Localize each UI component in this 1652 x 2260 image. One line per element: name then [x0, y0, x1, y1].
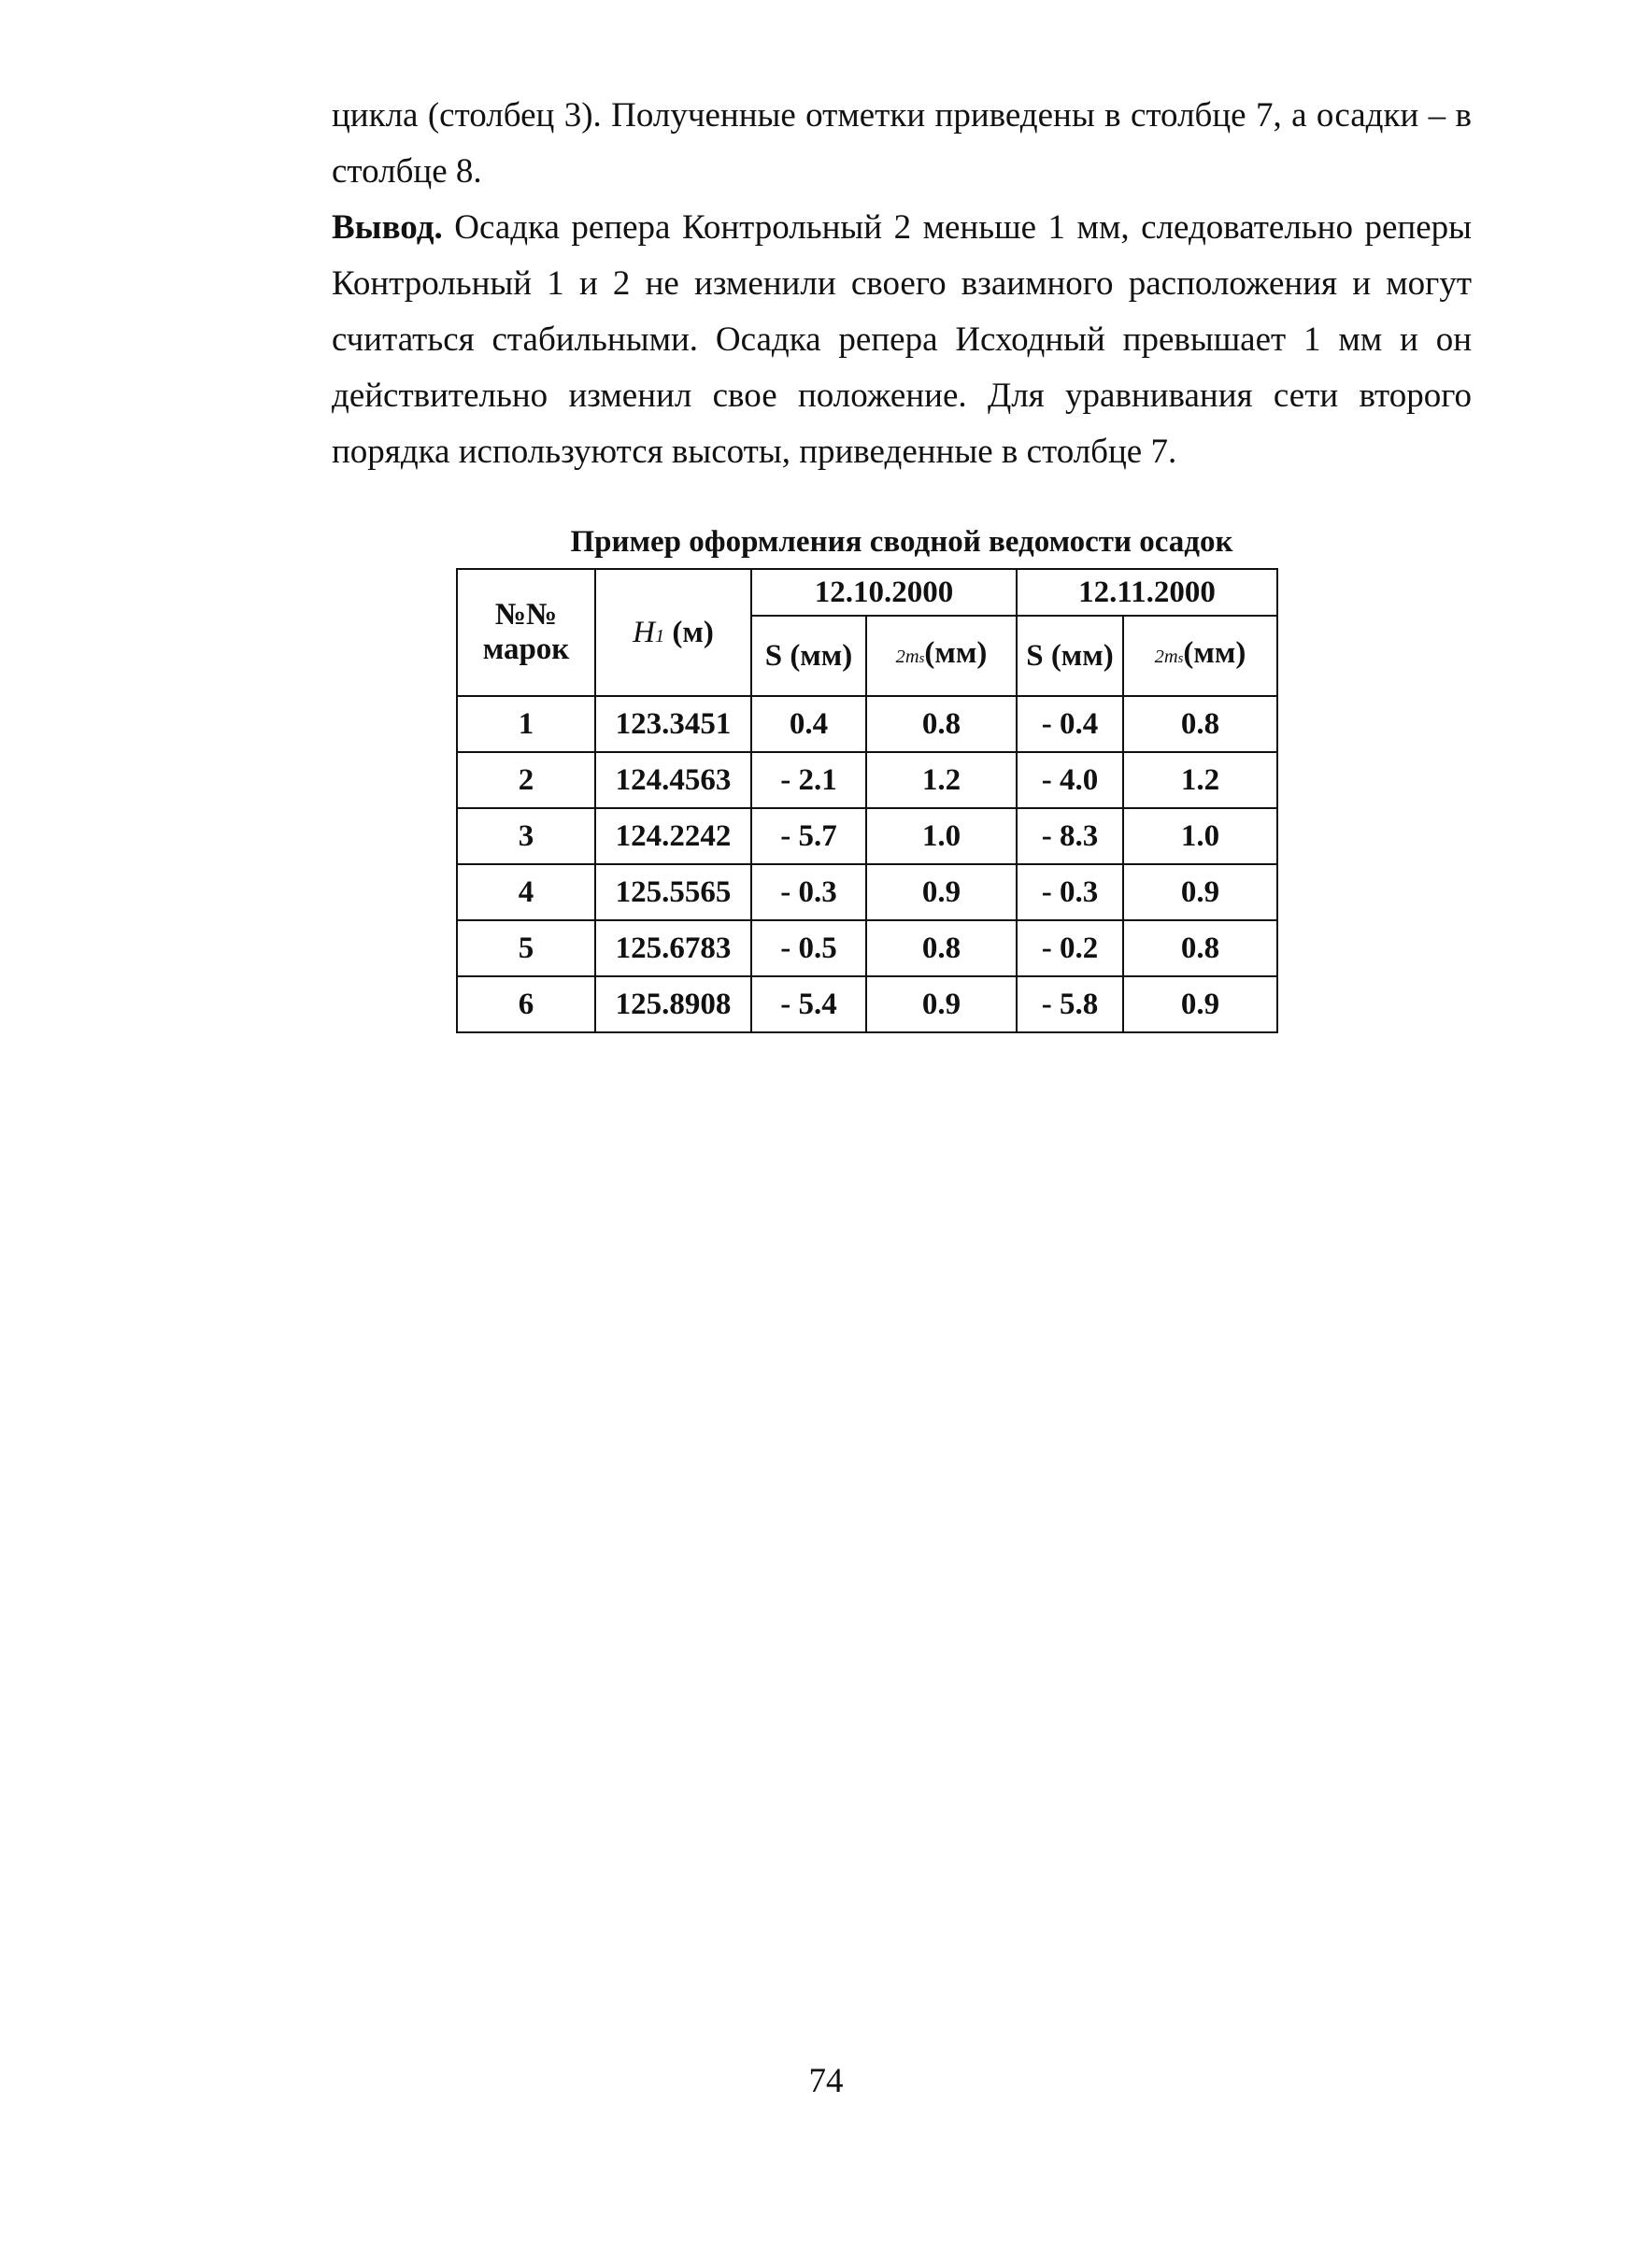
table-row	[457, 696, 1277, 752]
cell-height: 125.6783	[595, 920, 751, 976]
cell-mark: 2	[457, 752, 595, 808]
cell-mark: 3	[457, 808, 595, 864]
cell-s-2: - 0.2	[1017, 920, 1123, 976]
cell-height: 125.8908	[595, 976, 751, 1032]
cell-height: 125.5565	[595, 864, 751, 920]
cell-s-1: - 5.7	[751, 808, 866, 864]
header-ms-2	[1123, 616, 1277, 696]
cell-mark: 1	[457, 696, 595, 752]
table-caption: Пример оформления сводной ведомости осадок	[570, 525, 1233, 559]
cell-mark: 4	[457, 864, 595, 920]
header-ms-2-unit: (мм)	[1183, 636, 1246, 670]
page-number: 74	[808, 2062, 844, 2100]
cell-ms-1: 0.9	[866, 864, 1017, 920]
header-ms-2-sub: s	[1177, 651, 1184, 666]
header-s-1: S (мм)	[751, 616, 866, 696]
cell-ms-2: 1.2	[1123, 752, 1277, 808]
cell-mark: 6	[457, 976, 595, 1032]
cell-ms-2: 1.0	[1123, 808, 1277, 864]
header-ms-1-sub: s	[919, 651, 925, 666]
table-row	[457, 808, 1277, 864]
settlement-table	[456, 568, 1278, 1033]
header-height-unit: (м)	[672, 615, 714, 649]
conclusion-lead: Вывод.	[332, 208, 443, 247]
conclusion-body: Осадка репера Контрольный 2 меньше 1 мм, следовательно реперы Контрольный 1 и 2 не изменили своего взаимного расположения и могут считаться стабильными. Осадка репера Исходный превышает 1 мм и он действительно изменил свое положение. Для уравнивания сети второго порядка используются высоты, приведенные в столбце 7.	[332, 208, 1472, 471]
cell-s-2: - 0.4	[1017, 696, 1123, 752]
cell-s-1: - 0.5	[751, 920, 866, 976]
table-row	[457, 976, 1277, 1032]
cell-mark: 5	[457, 920, 595, 976]
header-height-symbol: H	[633, 615, 655, 649]
table-row	[457, 920, 1277, 976]
cell-s-1: 0.4	[751, 696, 866, 752]
header-ms-1	[866, 616, 1017, 696]
header-ms-2-prefix: 2m	[1154, 647, 1178, 667]
paragraph-conclusion	[332, 200, 1472, 480]
cell-s-1: - 5.4	[751, 976, 866, 1032]
cell-ms-2: 0.8	[1123, 696, 1277, 752]
cell-s-2: - 8.3	[1017, 808, 1123, 864]
cell-ms-2: 0.8	[1123, 920, 1277, 976]
cell-ms-1: 0.9	[866, 976, 1017, 1032]
cell-ms-1: 1.0	[866, 808, 1017, 864]
table-body	[457, 696, 1277, 1032]
cell-ms-1: 0.8	[866, 920, 1017, 976]
cell-s-2: - 4.0	[1017, 752, 1123, 808]
cell-s-2: - 5.8	[1017, 976, 1123, 1032]
header-height	[595, 569, 751, 696]
cell-ms-1: 1.2	[866, 752, 1017, 808]
table-row	[457, 864, 1277, 920]
cell-height: 123.3451	[595, 696, 751, 752]
header-date-1: 12.10.2000	[751, 569, 1017, 616]
header-ms-1-unit: (мм)	[924, 636, 988, 670]
cell-height: 124.4563	[595, 752, 751, 808]
cell-height: 124.2242	[595, 808, 751, 864]
header-s-2: S (мм)	[1017, 616, 1123, 696]
header-marks: №№ марок	[457, 569, 595, 696]
paragraph-1: цикла (столбец 3). Полученные отметки приведены в столбце 7, а осадки – в столбце 8.	[332, 96, 1472, 191]
header-height-sub: 1	[654, 625, 665, 647]
cell-ms-2: 0.9	[1123, 864, 1277, 920]
cell-s-1: - 2.1	[751, 752, 866, 808]
cell-s-1: - 0.3	[751, 864, 866, 920]
header-date-2: 12.11.2000	[1017, 569, 1277, 616]
table-row	[457, 752, 1277, 808]
cell-ms-2: 0.9	[1123, 976, 1277, 1032]
cell-ms-1: 0.8	[866, 696, 1017, 752]
cell-s-2: - 0.3	[1017, 864, 1123, 920]
header-ms-1-prefix: 2m	[895, 647, 919, 667]
